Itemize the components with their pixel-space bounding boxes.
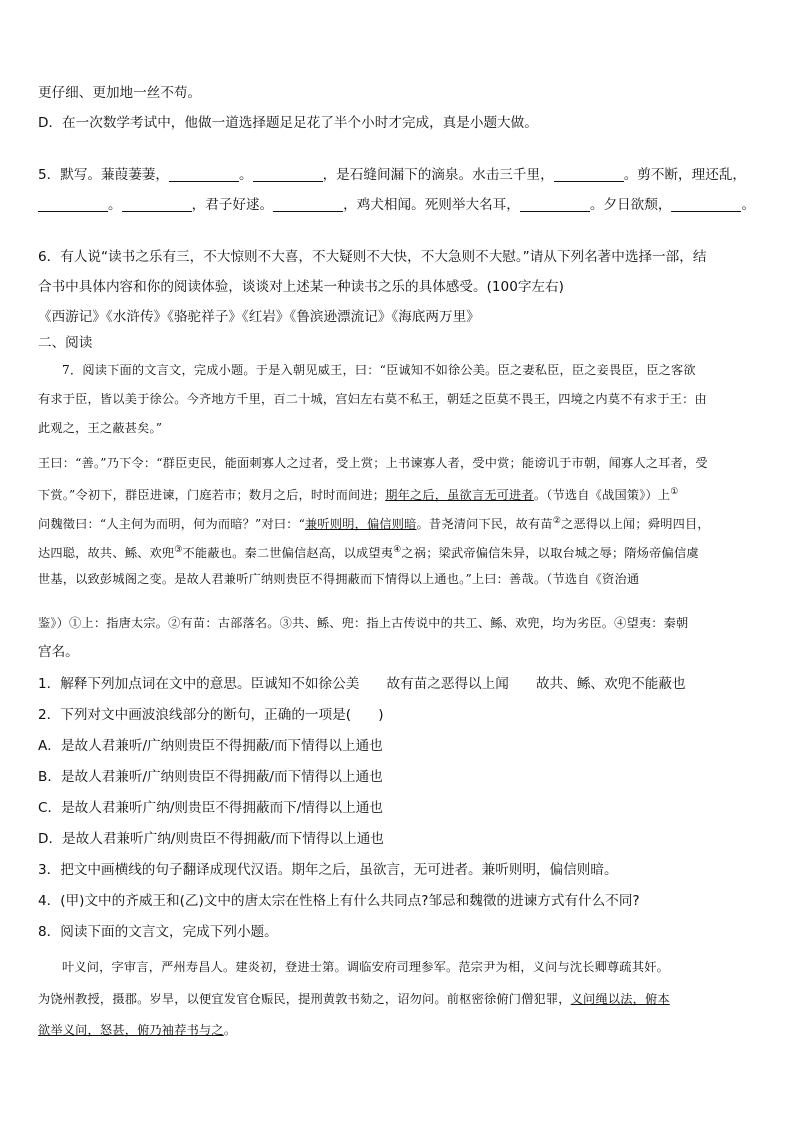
passage-line: 问魏徵曰：“人主何为而明，何为而暗？”对曰：“兼听则明，偏信则暗。昔尧清问下民，故有苗②之恶得以上闻；舜明四目， <box>38 516 710 531</box>
sub-question-2: 2．下列对文中画波浪线部分的断句，正确的一项是( ) <box>38 707 384 723</box>
passage-line: 王曰：“善。”乃下令：“群臣吏民，能面刺寡人之过者，受上赏；上书谏寡人者，受中赏；能谤讥于市朝，闻寡人之耳者，受 <box>38 456 708 470</box>
answer-blank[interactable] <box>554 167 624 182</box>
sub-question-3: 3．把文中画横线的句子翻译成现代汉语。期年之后，虽欲言，无可进者。兼听则明，偏信则暗。 <box>38 862 618 878</box>
question-8-heading: 8．阅读下面的文言文，完成下列小题。 <box>38 924 278 940</box>
underlined-sentence: 兼听则明，偏信则暗 <box>305 517 417 531</box>
underlined-sentence: 期年之后，虽欲言无可进者 <box>385 488 534 502</box>
passage-line: 叶义问，字审言，严州寿昌人。建炎初，登进士第。调临安府司理参军。范宗尹为相，义问与沈长卿尊疏其奸。 <box>62 960 669 974</box>
question-7-line-1: 7．阅读下面的文言文，完成小题。于是入朝见威王，曰：“臣诚知不如徐公美。臣之妻私臣，臣之妾畏臣，臣之客欲 <box>62 363 696 377</box>
underlined-sentence: 欲举义问，怒甚，俯乃袖荐书与之 <box>38 1023 224 1037</box>
answer-blank[interactable] <box>169 167 239 182</box>
sub-question-4: 4．(甲)文中的齐威王和(乙)文中的唐太宗在性格上有什么共同点?邹忌和魏徵的进谏方式有什么不同? <box>38 893 640 909</box>
passage-line: 有求于臣，皆以美于徐公。今齐地方千里，百二十城，宫妇左右莫不私王，朝廷之臣莫不畏王，四境之内莫不有求于王：由 <box>38 392 707 406</box>
footnote-marker: ② <box>552 516 562 526</box>
book-list: 《西游记》《水浒传》《骆驼祥子》《红岩》《鲁滨逊漂流记》《海底两万里》 <box>38 309 480 325</box>
option-c[interactable]: C．是故人君兼听广纳/则贵臣不得拥蔽而下/情得以上通也 <box>38 800 383 816</box>
section-heading: 二、阅读 <box>38 335 93 351</box>
option-b[interactable]: B．是故人君兼听/广纳则贵臣不得拥蔽/而下情得以上通也 <box>38 769 383 785</box>
footnote-marker: ③ <box>174 545 183 555</box>
passage-line: 下赏。”令初下，群臣进谏，门庭若市；数月之后，时时而间进；期年之后，虽欲言无可进者。（节选自《战国策》）上① <box>38 487 679 502</box>
answer-blank[interactable] <box>253 167 323 182</box>
option-d[interactable]: D．是故人君兼听广纳/则贵臣不得拥蔽/而下情得以上通也 <box>38 831 384 847</box>
underlined-sentence: 义问绳以法，俯本 <box>570 992 670 1006</box>
answer-blank[interactable] <box>122 197 192 212</box>
sub-question-1: 1．解释下列加点词在文中的意思。臣诚知不如徐公美 故有苗之恶得以上闻 故共、鲧、欢兜不能蔽也 <box>38 676 686 692</box>
question-6-line-1: 6．有人说“读书之乐有三，不大惊则不大喜，不大疑则不大快，不大急则不大慰。”请从下列名著中选择一部，结 <box>38 249 707 265</box>
passage-line: 此观之，王之蔽甚矣。” <box>38 421 163 435</box>
text-line: 更仔细、更加地一丝不苟。 <box>38 85 202 101</box>
footnotes-line: 鉴》）①上：指唐太宗。②有苗：古部落名。③共、鲧、兜：指上古传说中的共工、鲧、欢兜，均为劣臣。④望夷：秦朝 <box>38 616 689 630</box>
answer-blank[interactable] <box>520 197 590 212</box>
option-d: D．在一次数学考试中，他做一道选择题足足花了半个小时才完成，真是小题大做。 <box>38 115 538 131</box>
footnote-marker: ① <box>670 487 679 497</box>
answer-blank[interactable] <box>38 197 108 212</box>
footnotes-line: 宫名。 <box>38 644 79 660</box>
passage-line: 为饶州教授，摄郡。岁旱，以便宜发官仓赈民，提刑黄敦书劾之，诏勿问。前枢密徐俯门僧犯罪，义问绳以法，俯本 <box>38 992 670 1006</box>
question-6-line-2: 合书中具体内容和你的阅读体验，谈谈对上述某一种读书之乐的具体感受。(100字左右) <box>38 279 564 295</box>
answer-blank[interactable] <box>671 197 741 212</box>
passage-line: 达四聪，故共、鲧、欢兜③不能蔽也。秦二世偏信赵高，以成望夷④之祸；梁武帝偏信朱异，以取台城之辱；隋炀帝偏信虞 <box>38 545 699 560</box>
option-a[interactable]: A．是故人君兼听/广纳则贵臣不得拥蔽/而下情得以上通也 <box>38 738 383 754</box>
passage-line: 欲举义问，怒甚，俯乃袖荐书与之。 <box>38 1023 237 1037</box>
passage-line: 世基，以致彭城阁之变。是故人君兼听广纳则贵臣不得拥蔽而下情得以上通也。”上曰：善哉。（节选自《资治通 <box>38 572 640 586</box>
footnote-marker: ④ <box>393 545 402 555</box>
question-5-line-1: 5．默写。蒹葭萋萋， 。 ，是石缝间漏下的滴泉。水击三千里， 。剪不断，理还乱， <box>38 167 747 183</box>
question-5-line-2: 。 ，君子好逑。 ，鸡犬相闻。死则举大名耳， 。夕日欲颓， 。 <box>38 194 758 216</box>
answer-blank[interactable] <box>273 197 343 212</box>
